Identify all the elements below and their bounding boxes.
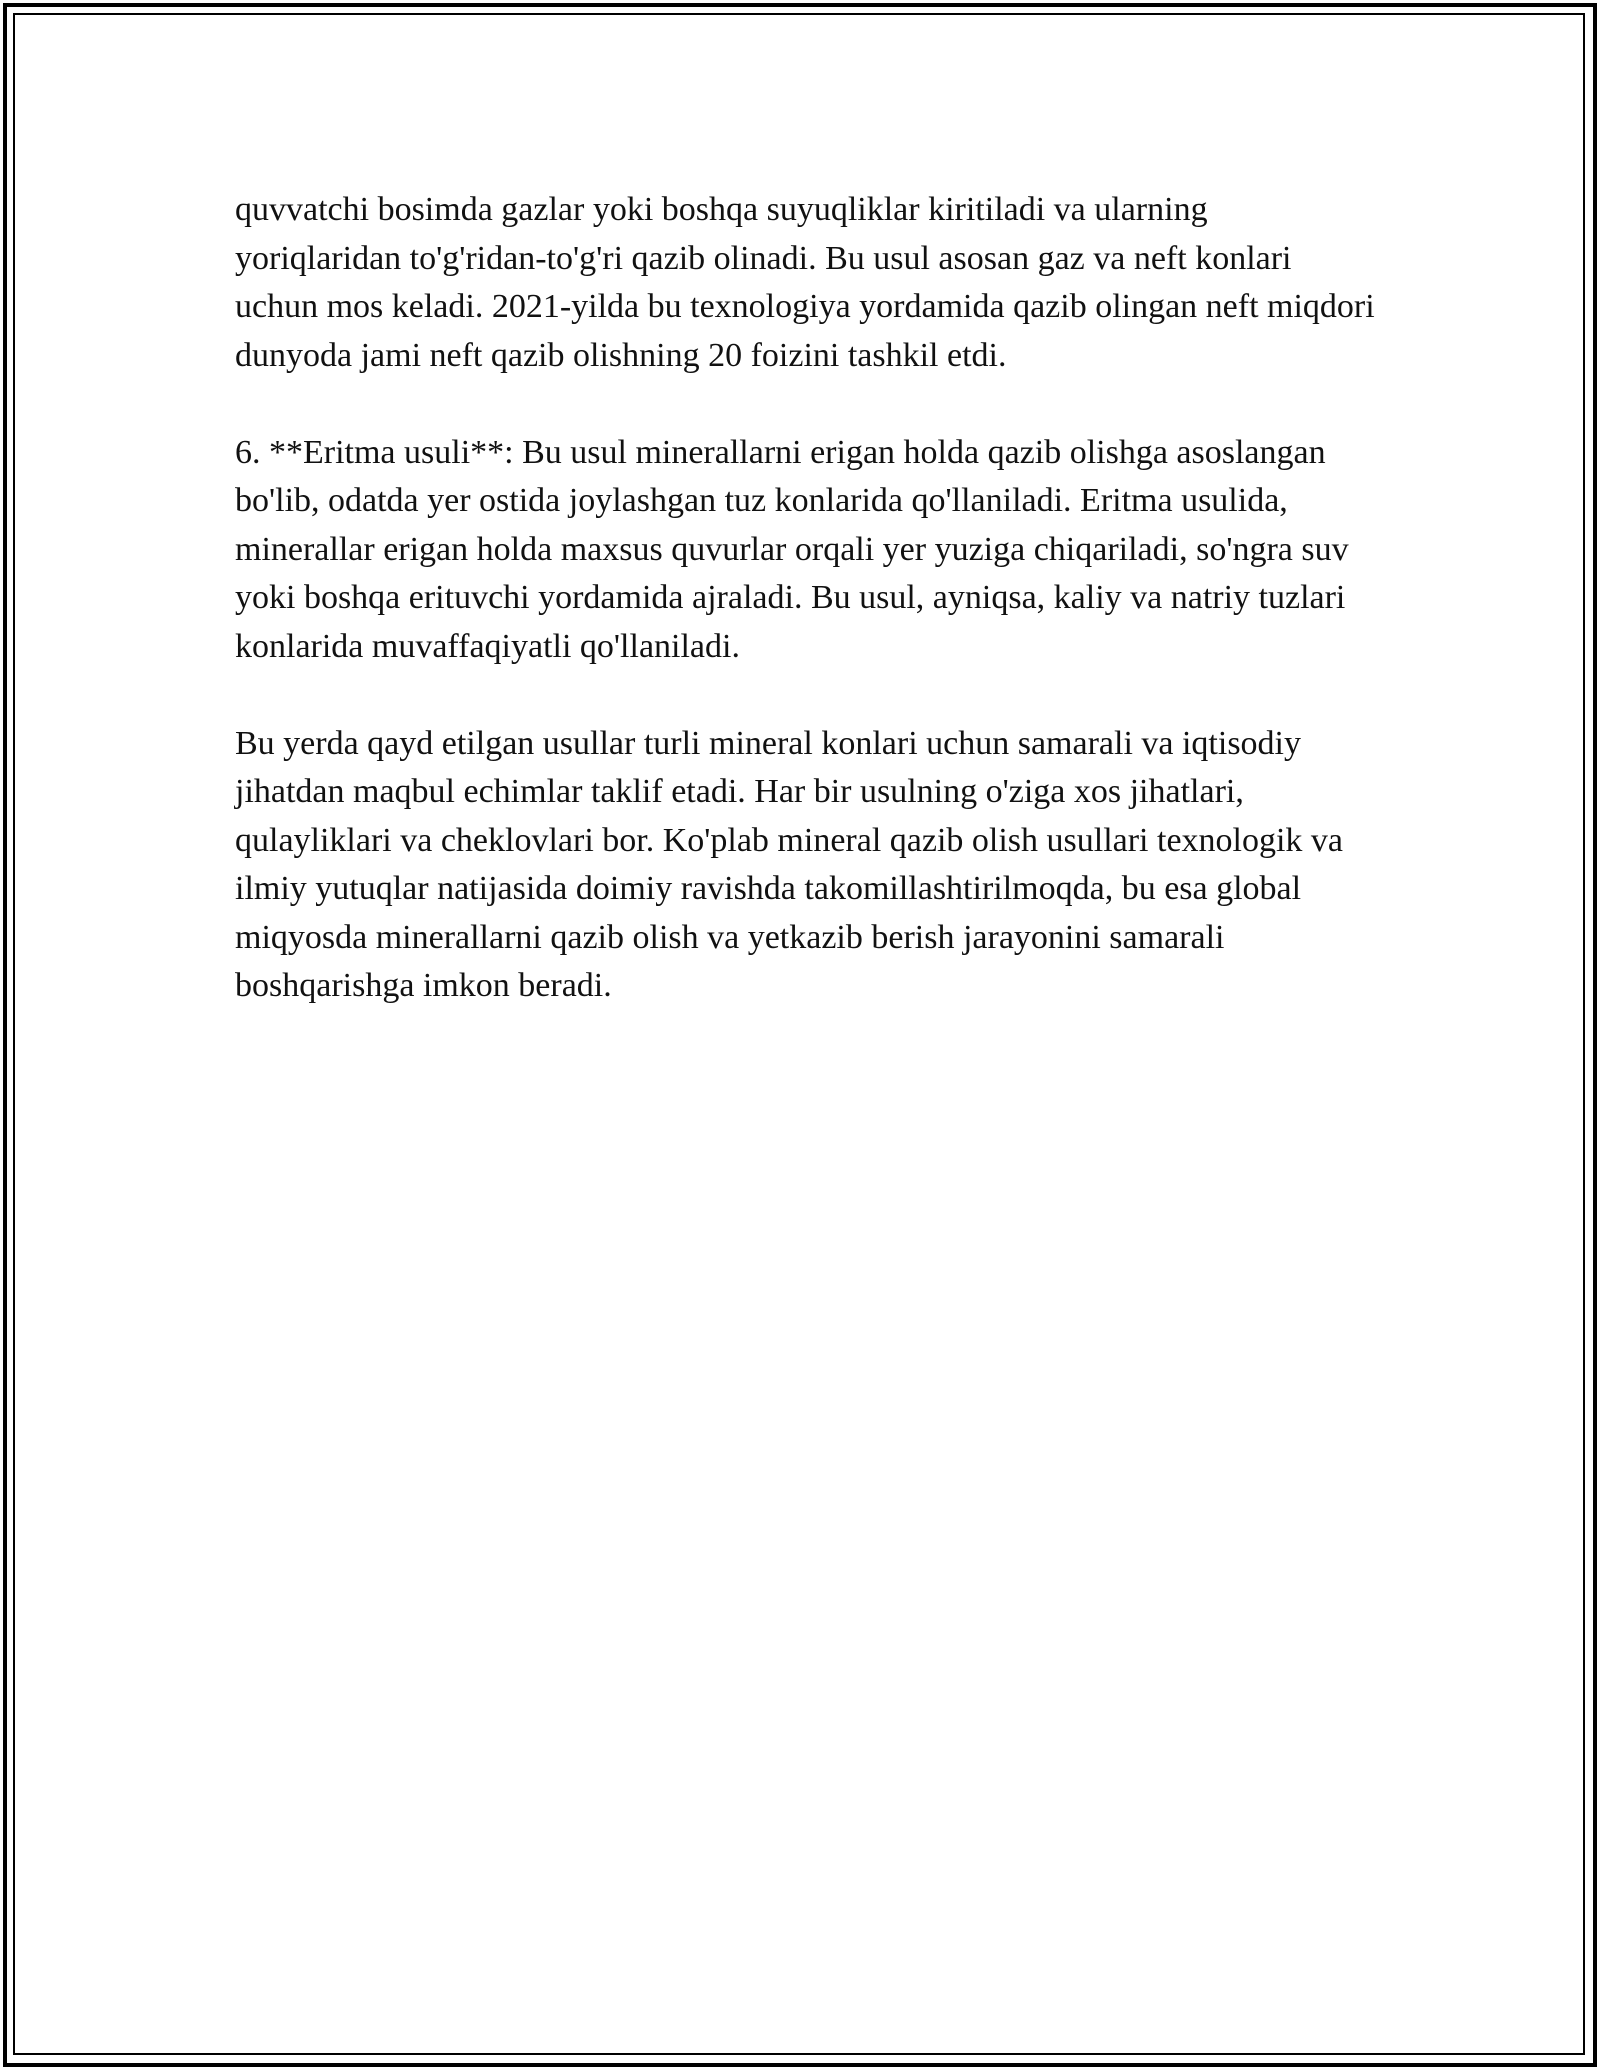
- paragraph-conclusion: Bu yerda qayd etilgan usullar turli mineral konlari uchun samarali va iqtisodiy jihatdan maqbul echimlar taklif etadi. Har bir usulning o'ziga xos jihatlari, qulayliklari va cheklovlari bor. Ko'plab mineral qazib olish usullari texnologik va ilmiy yutuqlar natijasida doimiy ravishda takomillashtirilmoqda, bu esa global miqyosda minerallarni qazib olish va yetkazib berish jarayonini samarali boshqarishga imkon beradi.: [235, 724, 1344, 1004]
- document-body: [235, 186, 1375, 1011]
- paragraph-solution-method: 6. **Eritma usuli**: Bu usul minerallarni erigan holda qazib olishga asoslangan bo'lib, odatda yer ostida joylashgan tuz konlarida qo'llaniladi. Eritma usulida, minerallar erigan holda maxsus quvurlar orqali yer yuziga chiqariladi, so'ngra suv yoki boshqa erituvchi yordamida ajraladi. Bu usul, ayniqsa, kaliy va natriy tuzlari konlarida muvaffaqiyatli qo'llaniladi.: [235, 433, 1349, 665]
- paragraph-pressure-method: quvvatchi bosimda gazlar yoki boshqa suyuqliklar kiritiladi va ularning yoriqlaridan to'g'ridan-to'g'ri qazib olinadi. Bu usul asosan gaz va neft konlari uchun mos keladi. 2021-yilda bu texnologiya yordamida qazib olingan neft miqdori dunyoda jami neft qazib olishning 20 foizini tashkil etdi.: [235, 191, 1375, 374]
